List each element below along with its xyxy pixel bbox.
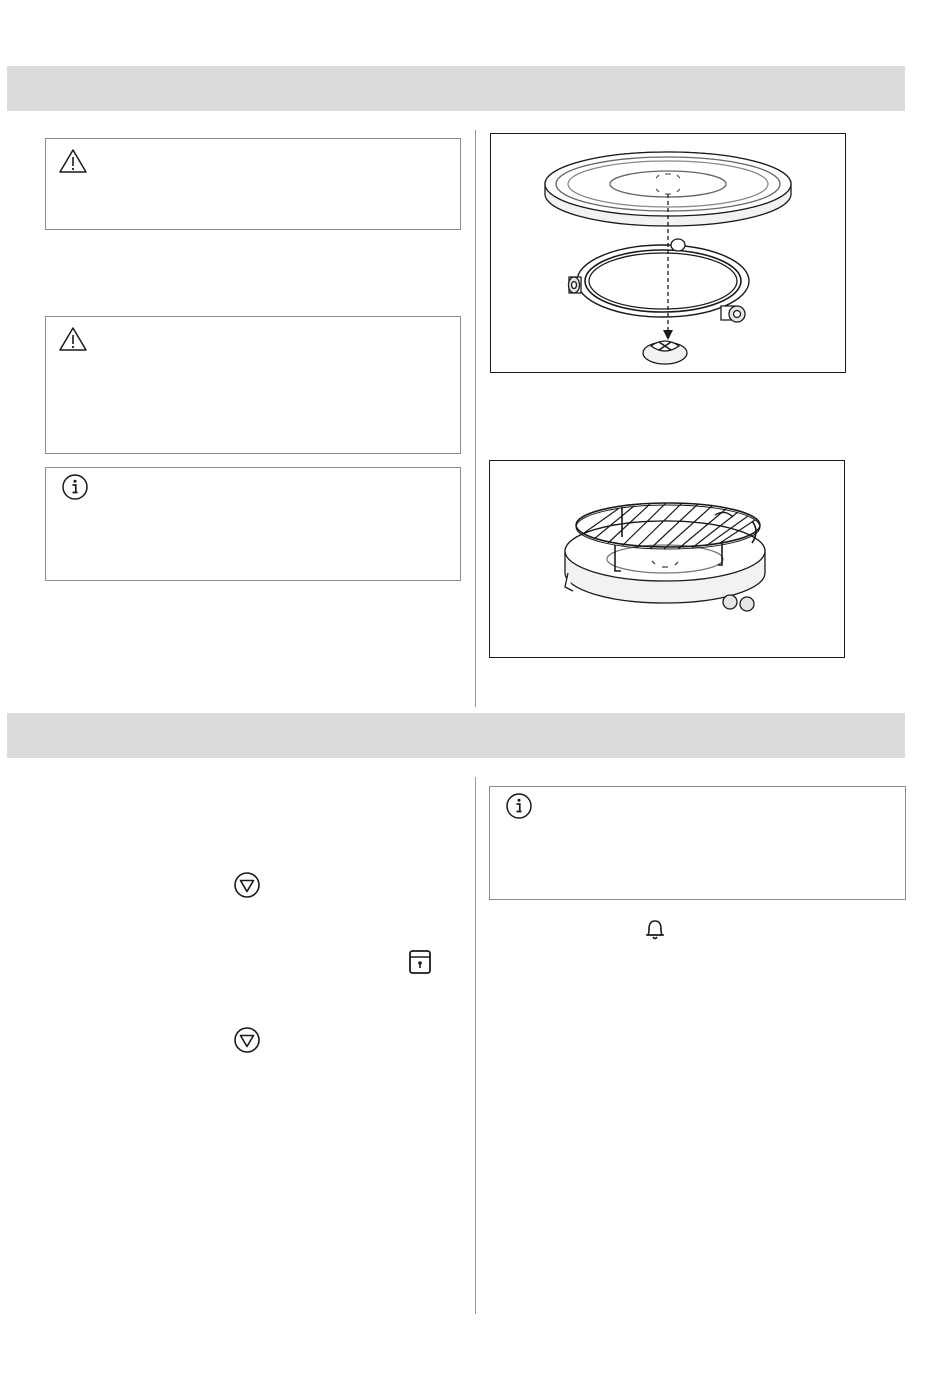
turntable-assembly-illustration (491, 134, 845, 372)
stop-triangle-circle-icon (233, 1026, 261, 1054)
info-circle-icon (504, 792, 534, 820)
stop-triangle-circle-icon (233, 871, 261, 899)
bell-icon (641, 915, 669, 943)
warning-notice (45, 316, 461, 454)
warning-triangle-icon (58, 147, 88, 175)
section-header-band-accessories (7, 66, 905, 111)
info-circle-icon (60, 473, 90, 501)
section-header-band-operation (7, 713, 905, 758)
grill-rack-illustration (490, 461, 844, 657)
door-open-icon (406, 948, 434, 976)
warning-triangle-icon (58, 325, 88, 353)
column-divider-bottom (475, 777, 476, 1314)
warning-notice (45, 138, 461, 230)
turntable-assembly-figure (490, 133, 846, 373)
info-notice (489, 786, 906, 900)
column-divider-top (475, 130, 476, 707)
info-notice (45, 467, 461, 581)
grill-rack-figure (489, 460, 845, 658)
